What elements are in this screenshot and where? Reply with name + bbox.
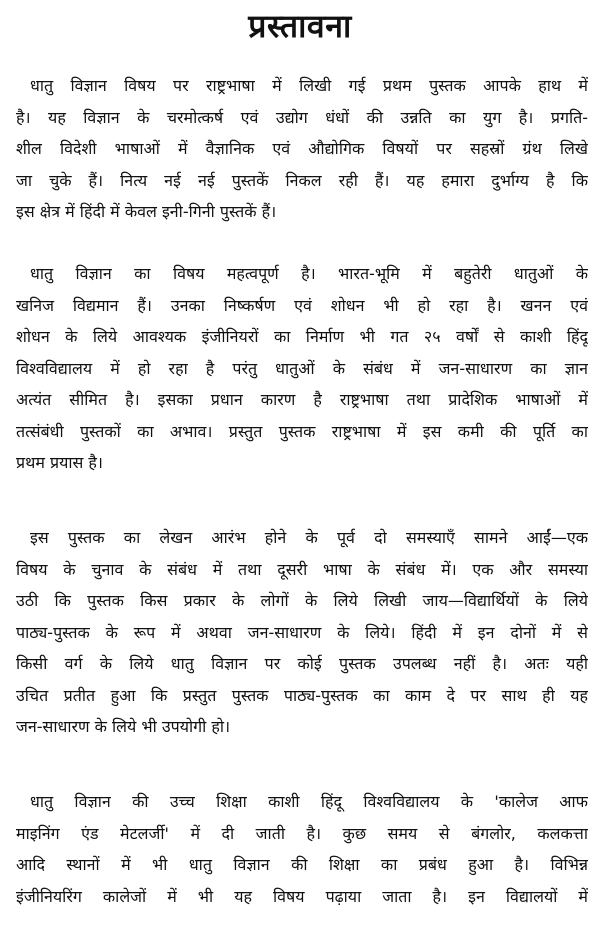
text-line: धातु विज्ञान विषय पर राष्ट्रभाषा में लिखी गई प्रथम पुस्तक आपके हाथ में [30, 76, 588, 95]
paragraph-1 [16, 70, 588, 228]
paragraph-3 [16, 522, 588, 743]
text-line: माइनिंग एंड मेटलर्जी' में दी जाती है। कुछ समय से बंगलोर, कलकत्ता [16, 823, 588, 843]
text-line: उचित प्रतीत हुआ कि प्रस्तुत पुस्तक पाठ्य-पुस्तक का काम दे पर साथ ही यह [16, 685, 588, 705]
text-line: प्रथम प्रयास है। [16, 453, 103, 472]
text-line: आदि स्थानों में भी धातु विज्ञान की शिक्षा का प्रबंध हुआ है। विभिन्न [16, 855, 588, 874]
text-line: है। यह विज्ञान के चरमोत्कर्ष एवं उद्योग धंधों की उन्नति का युग है। प्रगति- [16, 107, 588, 127]
text-line: अत्यंत सीमित है। इसका प्रधान कारण है राष्ट्रभाषा तथा प्रादेशिक भाषाओं में [16, 390, 588, 409]
text-line: जन-साधारण के लिये भी उपयोगी हो। [16, 717, 231, 736]
text-line: तत्संबंधी पुस्तकों का अभाव। प्रस्तुत पुस्तक राष्ट्रभाषा में इस कमी की पूर्ति का [16, 421, 588, 441]
text-line: धातु विज्ञान का विषय महत्वपूर्ण है। भारत-भूमि में बहुतेरी धातुओं के [30, 264, 588, 283]
paragraph-4 [16, 786, 588, 912]
text-line: खनिज विद्यमान हैं। उनका निष्कर्षण एवं शोधन भी हो रहा है। खनन एवं [16, 295, 588, 315]
text-line: इस क्षेत्र में हिंदी में केवल इनी-गिनी पुस्तकें हैं। [16, 202, 277, 221]
text-line: किसी वर्ग के लिये धातु विज्ञान पर कोई पुस्तक उपलब्ध नहीं है। अतः यही [16, 654, 588, 673]
paragraph-2 [16, 258, 588, 479]
text-line: जा चुके हैं। नित्य नई नई पुस्तकें निकल रही हैं। यह हमारा दुर्भाग्य है कि [16, 170, 588, 190]
text-line: विश्वविद्यालय में हो रहा है परंतु धातुओं के संबंध में जन-साधारण का ज्ञान [16, 358, 588, 378]
page-title: प्रस्तावना [248, 7, 352, 45]
text-line: विषय के चुनाव के संबंध में तथा दूसरी भाषा के संबंध में। एक और समस्या [16, 559, 588, 579]
text-line: उठी कि पुस्तक किस प्रकार के लोगों के लिये लिखी जाय—विद्यार्थियों के लिये [16, 591, 588, 610]
text-line: शील विदेशी भाषाओं में वैज्ञानिक एवं औद्योगिक विषयों पर सहस्रों ग्रंथ लिखे [16, 139, 588, 158]
text-line: पाठ्य-पुस्तक के रूप में अथवा जन-साधारण के लिये। हिंदी में इन दोनों में से [16, 622, 588, 642]
text-line: शोधन के लिये आवश्यक इंजीनियरों का निर्माण भी गत २५ वर्षों से काशी हिंदू [16, 327, 588, 346]
text-line: इस पुस्तक का लेखन आरंभ होने के पूर्व दो समस्याएँ सामने आईं—एक [30, 528, 588, 547]
text-line: धातु विज्ञान की उच्च शिक्षा काशी हिंदू विश्वविद्यालय के 'कालेज आफ [30, 792, 588, 811]
text-line: इंजीनियरिंग कालेजों में भी यह विषय पढ़ाया जाता है। इन विद्यालयों में [16, 886, 588, 906]
